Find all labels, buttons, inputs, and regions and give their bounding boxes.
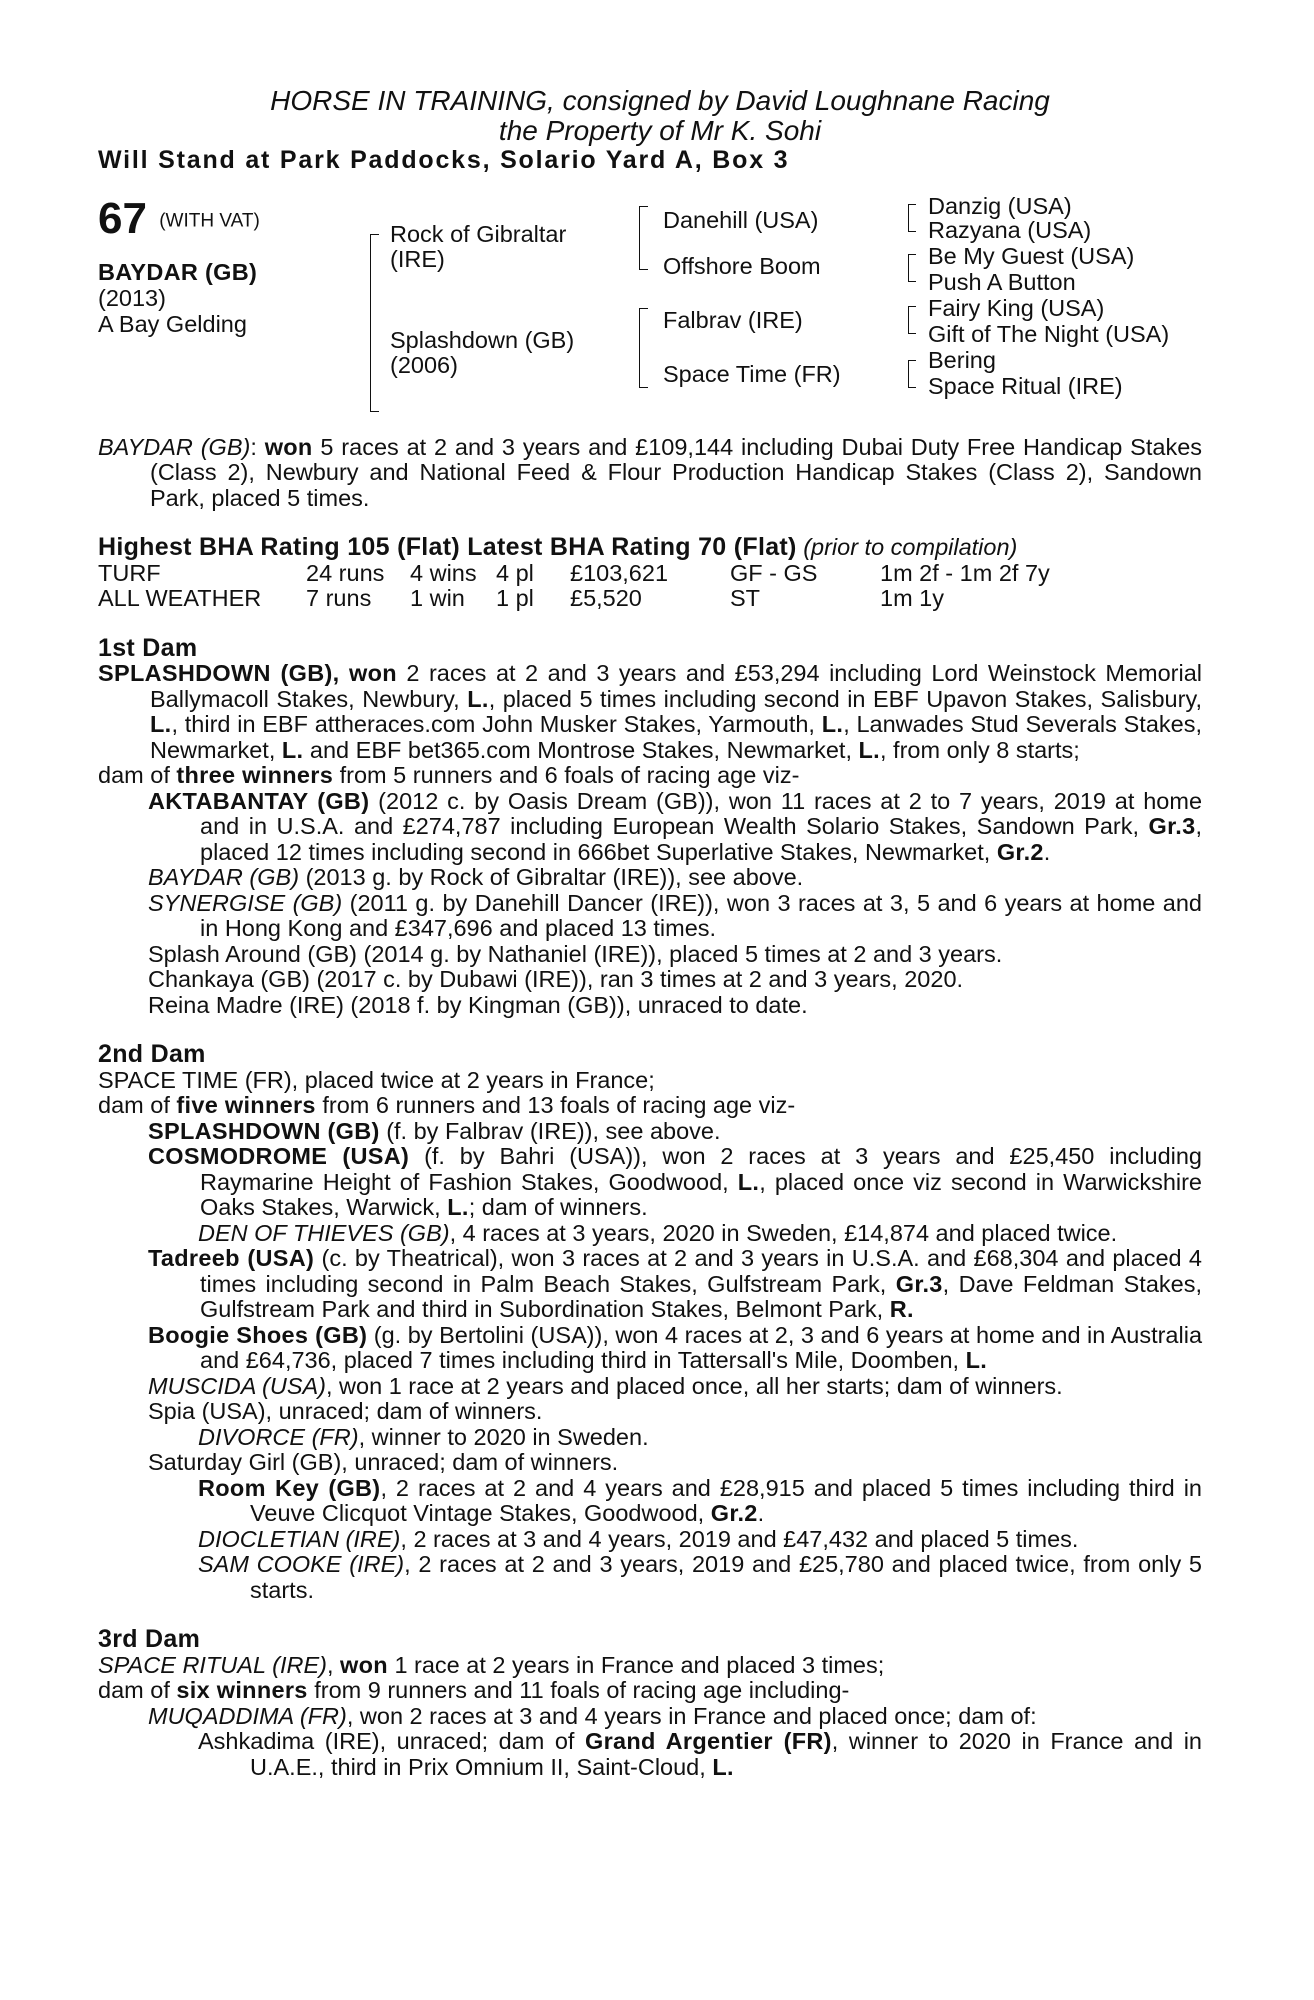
property-line: the Property of Mr K. Sohi — [498, 115, 822, 146]
pedigree-dds: Bering — [928, 346, 996, 373]
dam-produce-line: dam of six winners from 9 runners and 11 foals of racing age including- — [98, 1677, 850, 1703]
produce-item: COSMODROME (USA) (f. by Bahri (USA)), won 2 races at 3 years and £25,450 including Raymarine Height of Fashion Stakes, Goodwood, L., placed once viz second in Warwickshire Oaks Stakes, Warwick, L.; dam of winners. — [148, 1143, 1203, 1220]
table-row: TURF 24 runs 4 wins 4 pl £103,621 GF - GS 1m 2f - 1m 2f 7y — [98, 559, 1050, 586]
produce-item: Chankaya (GB) (2017 c. by Dubawi (IRE)), ran 3 times at 2 and 3 years, 2020. — [148, 966, 964, 992]
produce-item: MUQADDIMA (FR), won 2 races at 3 and 4 years in France and placed once; dam of: — [148, 1702, 1037, 1729]
third-dam-record: SPACE RITUAL (IRE), won 1 race at 2 years in France and placed 3 times; — [98, 1651, 885, 1678]
produce-item: DIVORCE (FR), winner to 2020 in Sweden. — [198, 1423, 649, 1450]
produce-item: MUSCIDA (USA), won 1 race at 2 years and placed once, all her starts; dam of winners. — [148, 1372, 1063, 1399]
pedigree-sdd: Push A Button — [928, 268, 1076, 295]
second-dam-section — [98, 1042, 1202, 1603]
dam-produce-line: dam of three winners from 5 runners and 6 foals of racing age viz- — [98, 762, 800, 788]
horse-year: (2013) — [98, 284, 166, 311]
produce-item: Splash Around (GB) (2014 g. by Nathaniel (IRE)), placed 5 times at 2 and 3 years. — [148, 940, 1003, 967]
produce-item: SAM COOKE (IRE), 2 races at 2 and 3 years, 2019 and £25,780 and placed twice, from only 5 starts. — [198, 1551, 1202, 1603]
pedigree-dam-dam: Space Time (FR) — [663, 360, 841, 387]
section-heading: 2nd Dam — [98, 1040, 206, 1068]
consignor-line: HORSE IN TRAINING, consigned by David Loughnane Racing — [270, 85, 1050, 116]
dam-produce-line: dam of five winners from 6 runners and 13 foals of racing age viz- — [98, 1092, 796, 1118]
produce-item: SPLASHDOWN (GB) (f. by Falbrav (IRE)), see above. — [148, 1117, 721, 1144]
vat-note: (WITH VAT) — [159, 209, 260, 231]
pedigree-bracket — [908, 254, 916, 282]
pedigree-bracket — [908, 306, 916, 334]
pedigree-block — [98, 192, 1202, 431]
first-dam-section — [98, 633, 1203, 1019]
pedigree-sss: Danzig (USA) — [928, 192, 1072, 219]
produce-item: Room Key (GB), 2 races at 2 and 4 years and £28,915 and placed 5 times including third in Veuve Clicquot Vintage Stakes, Goodwood, Gr.2. — [198, 1474, 1202, 1526]
pedigree-bracket — [639, 308, 648, 388]
produce-item: Saturday Girl (GB), unraced; dam of winners. — [148, 1449, 619, 1475]
race-summary: BAYDAR (GB): won 5 races at 2 and 3 years and £109,144 including Dubai Duty Free Handicap Stakes (Class 2), Newbury and National Feed & Flour Production Handicap Stakes (Class 2), Sandown Park, placed 5 times. — [98, 433, 1203, 511]
second-dam-record: SPACE TIME (FR), placed twice at 2 years in France; — [98, 1066, 655, 1093]
pedigree-sds: Be My Guest (USA) — [928, 242, 1135, 269]
produce-item: Ashkadima (IRE), unraced; dam of Grand Argentier (FR), winner to 2020 in France and in U.A.E., third in Prix Omnium II, Saint-Cloud, L. — [198, 1728, 1202, 1780]
produce-item: AKTABANTAY (GB) (2012 c. by Oasis Dream (GB)), won 11 races at 2 to 7 years, 2019 at home and in U.S.A. and £274,787 including European Wealth Solario Stakes, Sandown Park, Gr.3, placed 12 times including second in 666bet Superlative Stakes, Newmarket, Gr.2. — [148, 787, 1203, 865]
produce-item: Reina Madre (IRE) (2018 f. by Kingman (GB)), unraced to date. — [148, 991, 808, 1018]
rating-line: Highest BHA Rating 105 (Flat) Latest BHA Rating 70 (Flat) (prior to compilation) — [98, 533, 1018, 561]
pedigree-dam: Splashdown (GB) (2006) — [390, 326, 575, 378]
produce-item: SYNERGISE (GB) (2011 g. by Danehill Dancer (IRE)), won 3 races at 3, 5 and 6 years at home and in Hong Kong and £347,696 and placed 13 times. — [148, 889, 1202, 941]
pedigree-dss: Fairy King (USA) — [928, 294, 1105, 321]
section-heading: 1st Dam — [98, 633, 198, 662]
pedigree-dam-sire: Falbrav (IRE) — [663, 306, 803, 333]
produce-item: Spia (USA), unraced; dam of winners. — [148, 1398, 543, 1424]
produce-item: DIOCLETIAN (IRE), 2 races at 3 and 4 years, 2019 and £47,432 and placed 5 times. — [198, 1525, 1079, 1552]
pedigree-ddd: Space Ritual (IRE) — [928, 372, 1123, 399]
ratings-section — [98, 535, 1202, 612]
pedigree-bracket — [370, 234, 379, 412]
produce-item: BAYDAR (GB) (2013 g. by Rock of Gibraltar (IRE)), see above. — [148, 864, 804, 890]
horse-description: A Bay Gelding — [98, 310, 247, 337]
pedigree-sire: Rock of Gibraltar (IRE) — [390, 220, 567, 272]
pedigree-dsd: Gift of The Night (USA) — [928, 320, 1170, 347]
pedigree-ssd: Razyana (USA) — [928, 216, 1092, 243]
third-dam-section — [98, 1627, 1202, 1780]
stand-location: Will Stand at Park Paddocks, Solario Yard A, Box 3 — [98, 146, 790, 174]
produce-item: DEN OF THIEVES (GB), 4 races at 3 years, 2020 in Sweden, £14,874 and placed twice. — [198, 1219, 1118, 1246]
table-row: ALL WEATHER 7 runs 1 win 1 pl £5,520 ST 1m 1y — [98, 585, 944, 611]
pedigree-sire-dam: Offshore Boom — [663, 252, 821, 279]
pedigree-sire-sire: Danehill (USA) — [663, 206, 819, 233]
first-dam-record: SPLASHDOWN (GB), won 2 races at 2 and 3 years and £53,294 including Lord Weinstock Memorial Ballymacoll Stakes, Newbury, L., placed 5 times including second in EBF Upavon Stakes, Salisbury, L., third in EBF attheraces.com John Musker Stakes, Yarmouth, L., Lanwades Stud Severals Stakes, Newmarket, L. and EBF bet365.com Montrose Stakes, Newmarket, L., from only 8 starts; — [98, 660, 1203, 763]
produce-item: Tadreeb (USA) (c. by Theatrical), won 3 races at 2 and 3 years in U.S.A. and £68,304 and placed 4 times including second in Palm Beach Stakes, Gulfstream Park, Gr.3, Dave Feldman Stakes, Gulfstream Park and third in Subordination Stakes, Belmont Park, R. — [148, 1245, 1203, 1322]
lot-number: 67 (WITH VAT) — [98, 193, 260, 243]
pedigree-bracket — [639, 206, 648, 270]
catalogue-page — [98, 86, 1202, 1780]
ratings-table — [98, 561, 1050, 612]
section-heading: 3rd Dam — [98, 1625, 201, 1653]
produce-item: Boogie Shoes (GB) (g. by Bertolini (USA)), won 4 races at 2, 3 and 6 years at home and in Australia and £64,736, placed 7 times including third in Tattersall's Mile, Doomben, L. — [148, 1321, 1203, 1373]
pedigree-bracket — [908, 204, 916, 232]
pedigree-bracket — [908, 360, 916, 388]
horse-name: BAYDAR (GB) — [98, 258, 258, 285]
